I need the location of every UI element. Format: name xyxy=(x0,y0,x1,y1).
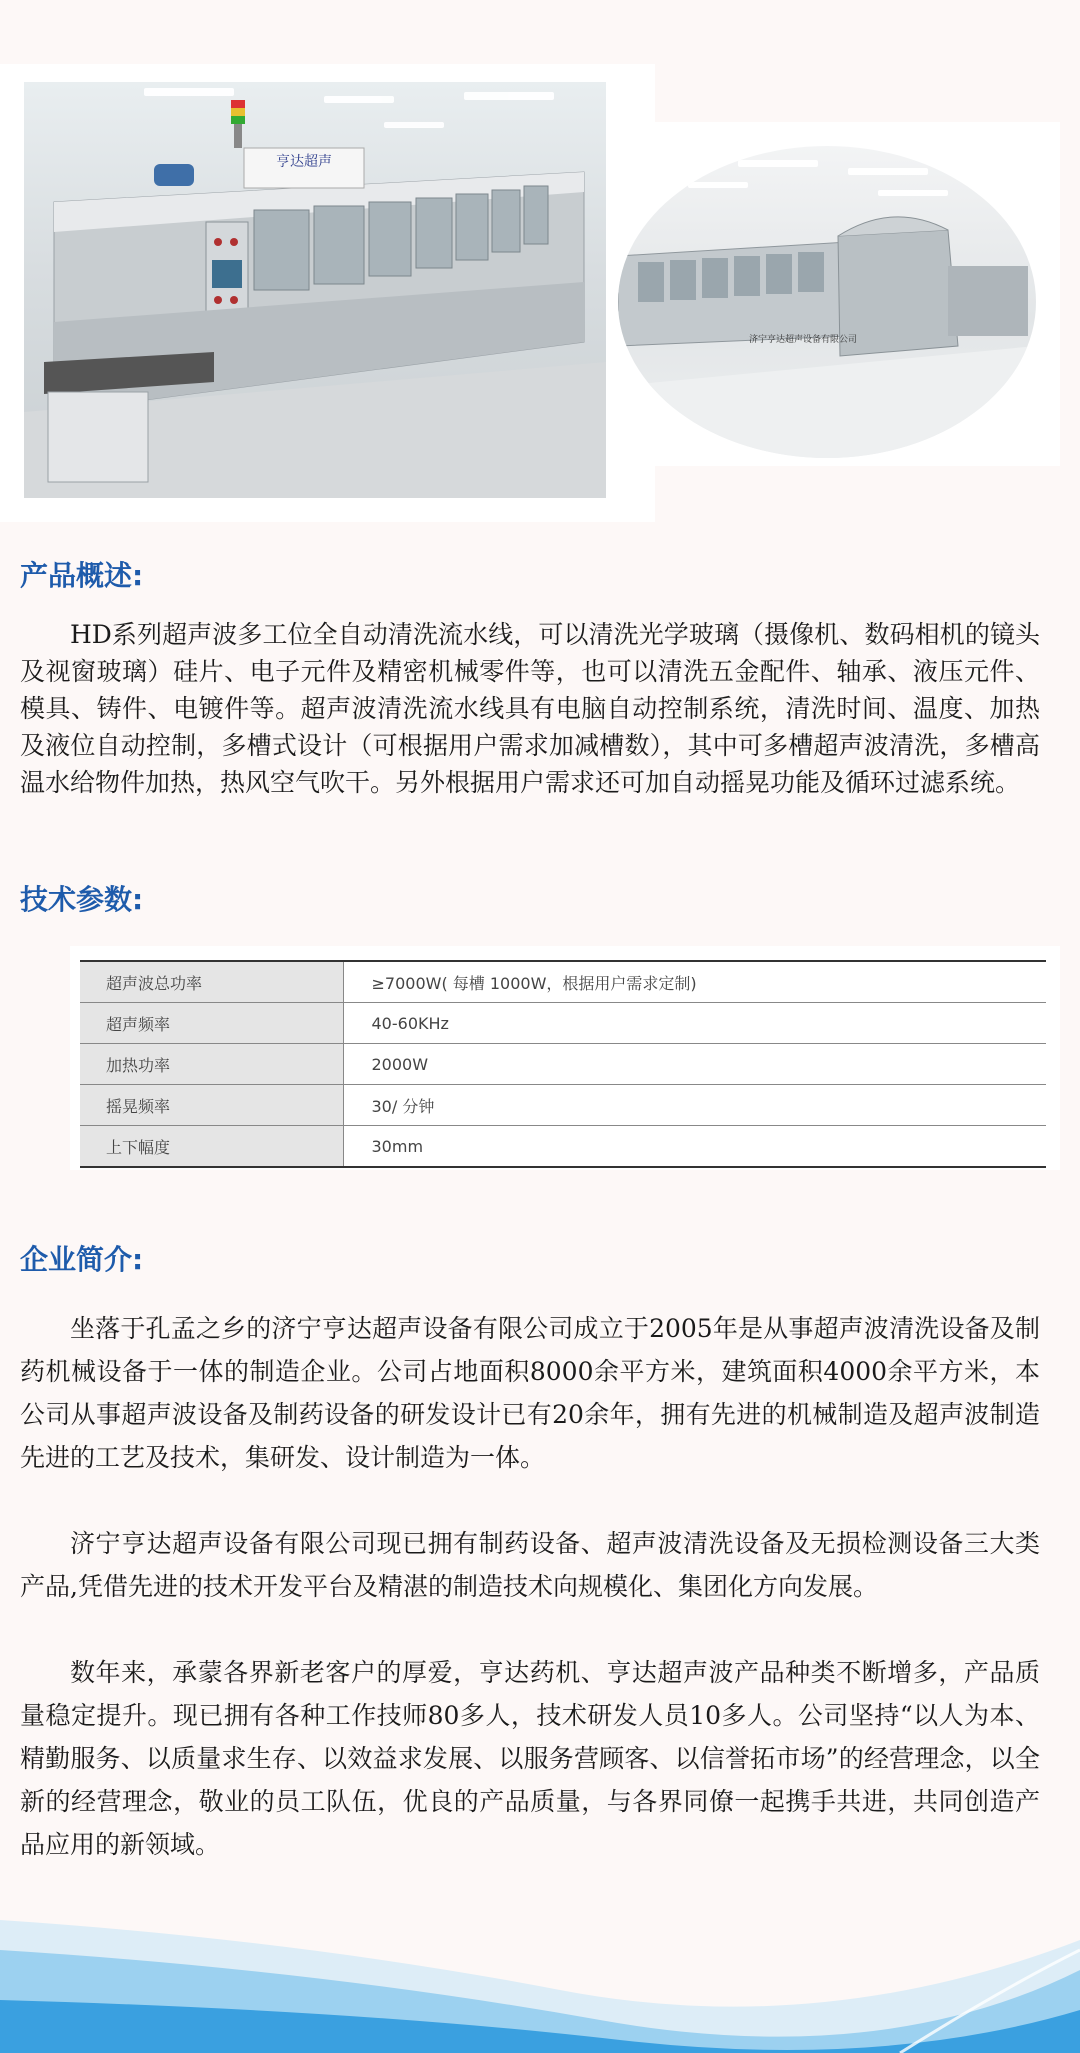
spec-value: 40-60KHz xyxy=(343,1003,1046,1044)
spec-value: 30mm xyxy=(343,1126,1046,1168)
footer-wave-decoration xyxy=(0,1880,1080,2053)
sign-board-text: 亨达超声 xyxy=(276,154,332,170)
spec-value: ≥7000W( 每槽 1000W，根据用户需求定制) xyxy=(343,961,1046,1003)
spec-value: 2000W xyxy=(343,1044,1046,1085)
overview-title: 产品概述: xyxy=(20,559,144,592)
specs-table xyxy=(80,960,1046,1168)
overview-text: HD系列超声波多工位全自动清洗流水线，可以清洗光学玻璃（摄像机、数码相机的镜头及视窗玻璃）硅片、电子元件及精密机械零件等，也可以清洗五金配件、轴承、液压元件、模具、铸件、电镀件等。超声波清洗流水线具有电脑自动控制系统，清洗时间、温度、加热及液位自动控制，多槽式设计（可根据用户需求加减槽数），其中可多槽超声波清洗，多槽高温水给物件加热，热风空气吹干。另外根据用户需求还可加自动摇晃功能及循环过滤系统。 xyxy=(20,620,1040,797)
spec-label: 摇晃频率 xyxy=(80,1085,343,1126)
company-paragraph-1: 坐落于孔孟之乡的济宁亨达超声设备有限公司成立于2005年是从事超声波清洗设备及制药机械设备于一体的制造企业。公司占地面积8000余平方米，建筑面积4000余平方米，本公司从事超声波设备及制药设备的研发设计已有20余年，拥有先进的机械制造及超声波制造先进的工艺及技术，集研发、设计制造为一体。 xyxy=(20,1314,1040,1472)
specs-title: 技术参数: xyxy=(20,883,144,916)
company-paragraph-3: 数年来，承蒙各界新老客户的厚爱，亨达药机、亨达超声波产品种类不断增多，产品质量稳定提升。现已拥有各种工作技师80多人，技术研发人员10多人。公司坚持“以人为本、精勤服务、以质量求生存、以效益求发展、以服务营顾客、以信誉拓市场”的经营理念，以全新的经营理念，敬业的员工队伍，优良的产品质量，与各界同僚一起携手共进，共同创造产品应用的新领域。 xyxy=(20,1658,1040,1859)
company-paragraph-2: 济宁亨达超声设备有限公司现已拥有制药设备、超声波清洗设备及无损检测设备三大类产品,凭借先进的技术开发平台及精湛的制造技术向规模化、集团化方向发展。 xyxy=(20,1529,1040,1601)
spec-value: 30/ 分钟 xyxy=(343,1085,1046,1126)
spec-label: 加热功率 xyxy=(80,1044,343,1085)
company-title: 企业简介: xyxy=(20,1243,144,1276)
table-row xyxy=(80,1044,1046,1085)
spec-label: 超声频率 xyxy=(80,1003,343,1044)
spec-label: 上下幅度 xyxy=(80,1126,343,1168)
spec-label: 超声波总功率 xyxy=(80,961,343,1003)
table-row xyxy=(80,1003,1046,1044)
table-row xyxy=(80,961,1046,1003)
machine-plate-text: 济宁亨达超声设备有限公司 xyxy=(748,335,858,345)
table-row xyxy=(80,1085,1046,1126)
product-photo-production-line xyxy=(618,146,1036,458)
product-photo-cleaning-line xyxy=(24,82,606,498)
table-row xyxy=(80,1126,1046,1168)
